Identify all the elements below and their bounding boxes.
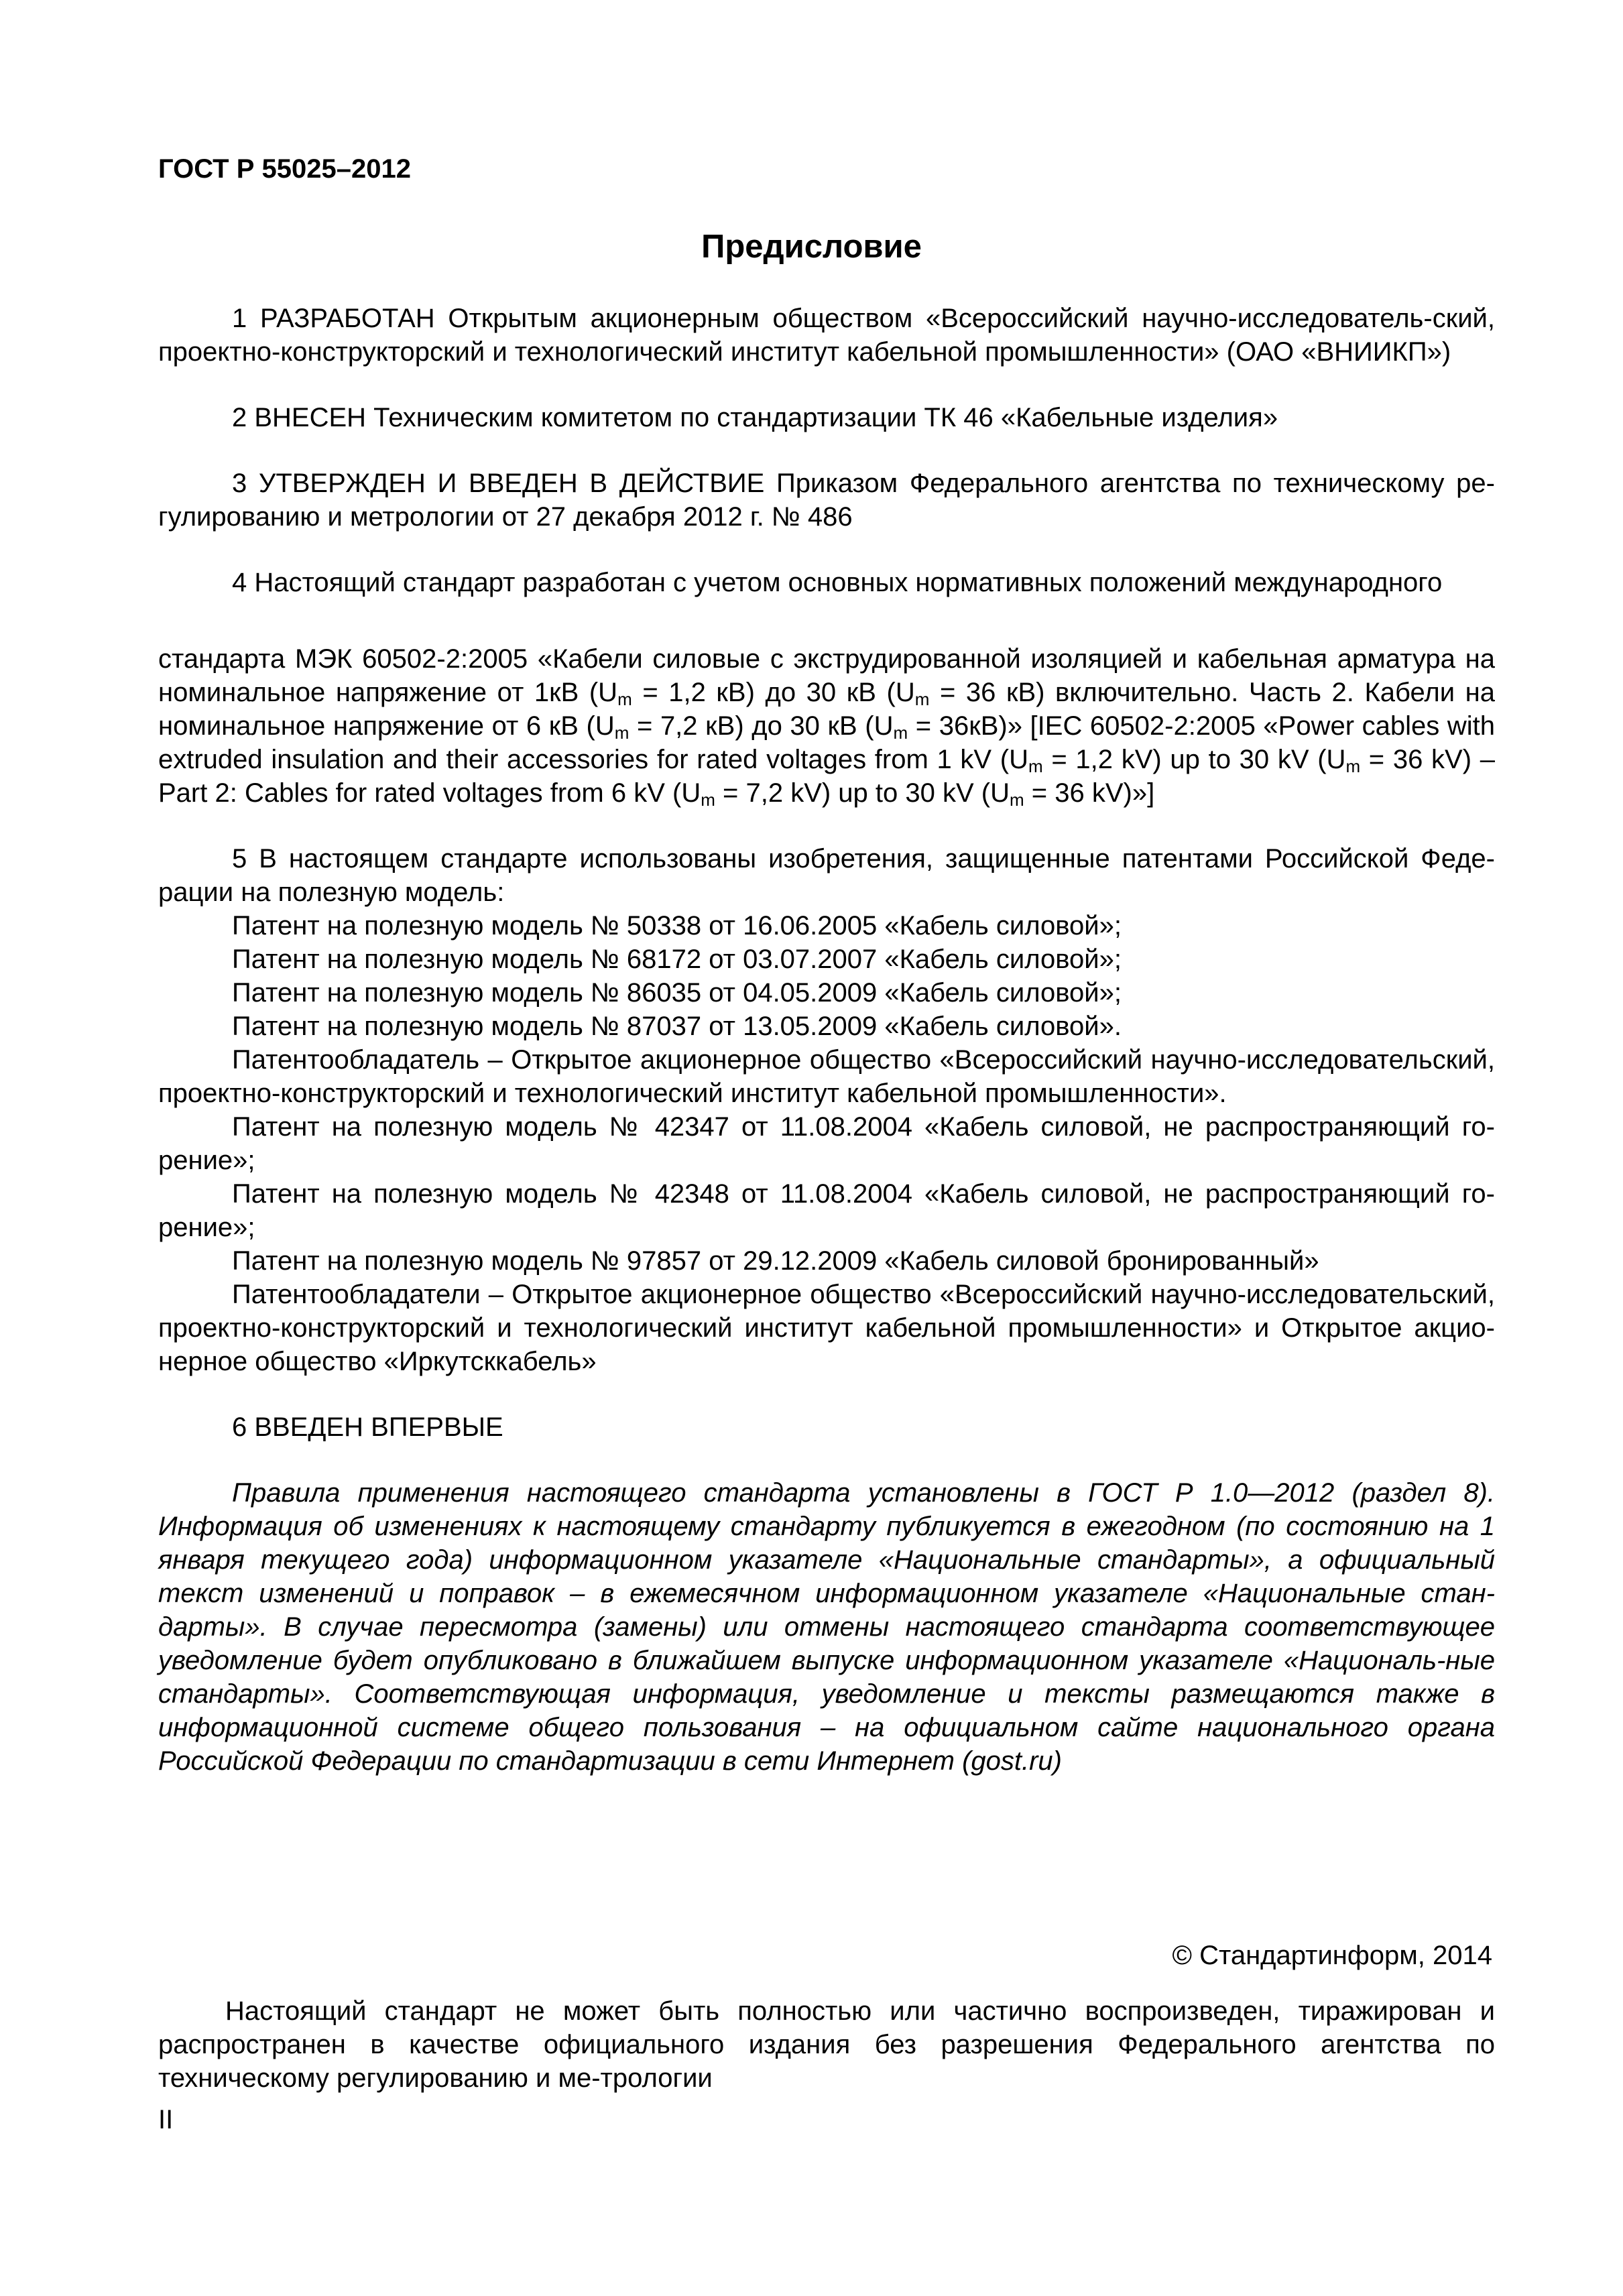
patent-97857: Патент на полезную модель № 97857 от 29.12.2009 «Кабель силовой бронированный» [232,1246,1319,1276]
patent-68172: Патент на полезную модель № 68172 от 03.07.2007 «Кабель силовой»; [232,945,1122,974]
rules-of-application: Правила применения настоящего стандарта установлены в ГОСТ Р 1.0—2012 (раздел 8). Информация об изменениях к настоящему стандарту публикуется в ежегодном (по состоянию на 1 января текущего года) информационном указателе «Национальные стандарты», а официальный текст изменений и поправок – в ежемесячном информационном указателе «Национальные стан-дарты». В случае пересмотра (замены) или отмены настоящего стандарта соответствующее уведомление будет опубликовано в ближайшем выпуске информационном указателе «Националь-ные стандарты». Соответствующая информация, уведомление и тексты размещаются также в информационной системе общего пользования – на официальном сайте национального органа Российской Федерации по стандартизации в сети Интернет (gost.ru) [158,1478,1495,1776]
patent-42348: Патент на полезную модель № 42348 от 11.08.2004 «Кабель силовой, не распространяющий го-рение»; [158,1179,1495,1242]
item-2-introduced: 2 ВНЕСЕН Техническим комитетом по стандартизации ТК 46 «Кабельные изделия» [232,403,1278,432]
patent-87037: Патент на полезную модель № 87037 от 13.05.2009 «Кабель силовой». [232,1012,1122,1041]
reproduction-notice: Настоящий стандарт не может быть полностью или частично воспроизведен, тиражирован и распространен в качестве официального издания без разрешения Федерального агентства по техническому регулированию и ме-трологии [158,1996,1495,2093]
item-4-reference: стандарта МЭК 60502-2:2005 «Кабели силовые с экструдированной изоляцией и кабельная арматура на номинальное напряжение от 1кВ ($U_m = 1,2$ кВ) до 30 кВ ($U_m = 36$ кВ) включительно. Часть 2. Кабели на номинальное напряжение от 6 кВ ($U_m = 7,2$ кВ) до 30 кВ $(U_m = 36кВ)$» [IEC 60502-2:2005 «Power cables with extruded insulation and their accessories for rated voltages from 1 kV ($U_m = 1,2$ kV) up to 30 kV ($U_m = 36$ kV) – Part 2: Cables for rated voltages from 6 kV ($U_m = 7,2$ kV) up to 30 kV ($U_m = 36$ kV)»] [158,644,1496,810]
item-4-intro: 4 Настоящий стандарт разработан с учетом основных нормативных положений международного [232,568,1443,597]
foreword-body [158,302,1495,1778]
patent-50338: Патент на полезную модель № 50338 от 16.06.2005 «Кабель силовой»; [232,911,1122,941]
copyright: © Стандартинформ, 2014 [1172,1941,1492,1970]
item-3-approved: 3 УТВЕРЖДЕН И ВВЕДЕН В ДЕЙСТВИЕ Приказом Федерального агентства по техническому ре-гулированию и метрологии от 27 декабря 2012 г. № 486 [158,469,1495,532]
page-title: Предисловие [701,229,922,265]
item-6-first-introduced: 6 ВВЕДЕН ВПЕРВЫЕ [232,1412,503,1442]
patent-42347: Патент на полезную модель № 42347 от 11.08.2004 «Кабель силовой, не распространяющий го-рение»; [158,1112,1495,1175]
patent-86035: Патент на полезную модель № 86035 от 04.05.2009 «Кабель силовой»; [232,978,1122,1008]
document-code: ГОСТ Р 55025–2012 [158,154,411,184]
item-5-patents-intro: 5 В настоящем стандарте использованы изобретения, защищенные патентами Российской Феде-рации на полезную модель: [158,844,1495,907]
item-1-developed: 1 РАЗРАБОТАН Открытым акционерным обществом «Всероссийский научно-исследователь-ский, проектно-конструкторский и технологический институт кабельной промышленности» (ОАО «ВНИИКП») [158,304,1495,367]
patent-holder-1: Патентообладатель – Открытое акционерное общество «Всероссийский научно-исследовательский, проектно-конструкторский и технологический институт кабельной промышленности». [158,1045,1495,1108]
page-number: II [158,2105,174,2134]
patent-holder-2: Патентообладатели – Открытое акционерное общество «Всероссийский научно-исследовательский, проектно-конструкторский и технологический институт кабельной промышленности» и Открытое акцио-нерное общество «Иркутсккабель» [158,1280,1495,1376]
